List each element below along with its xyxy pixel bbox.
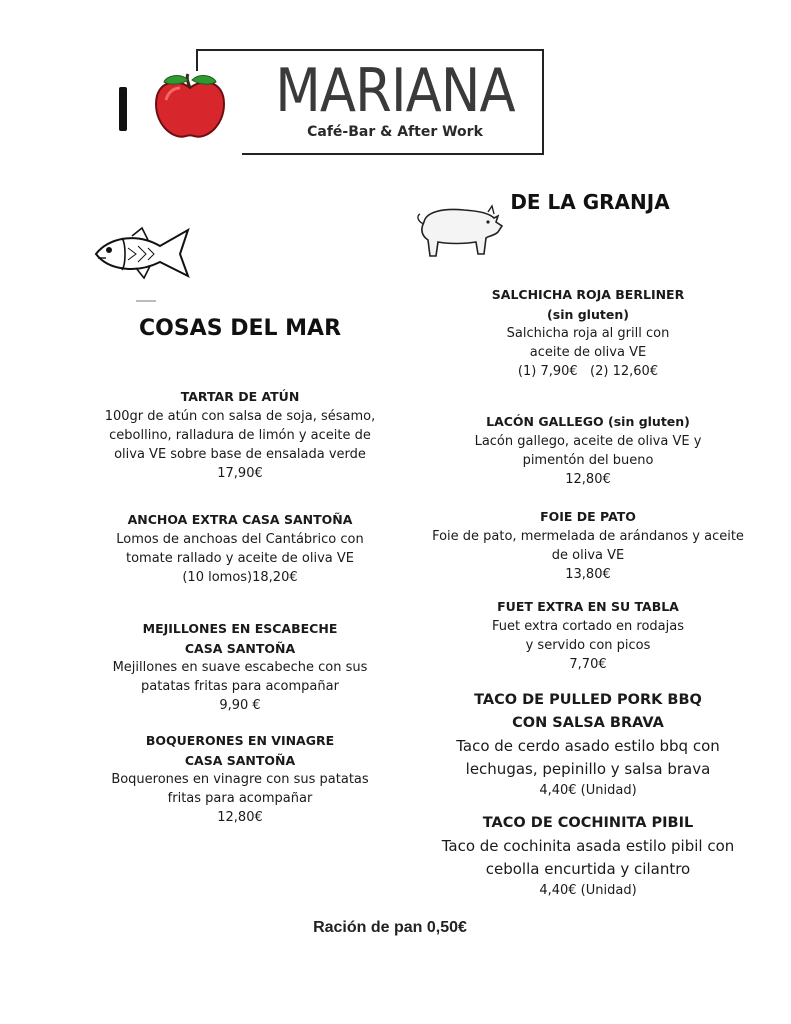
menu-item <box>418 285 758 381</box>
menu-item <box>80 731 400 827</box>
brand-name: MARIANA <box>275 56 515 126</box>
item-price: 9,90 € <box>219 698 261 713</box>
item-name: TACO DE PULLED PORK BBQ <box>474 692 702 708</box>
section-title-mar: COSAS DEL MAR <box>138 316 342 341</box>
item-desc: patatas fritas para acompañar <box>141 679 339 694</box>
item-name: BOQUERONES EN VINAGRE <box>145 733 335 748</box>
logo-bar-mark <box>119 87 127 131</box>
brand-tagline: Café-Bar & After Work <box>307 124 483 140</box>
item-price: (1) 7,90€ (2) 12,60€ <box>517 364 659 379</box>
menu-item <box>80 510 400 587</box>
fish-icon <box>92 224 194 282</box>
item-desc: y servido con picos <box>525 638 651 653</box>
item-desc: pimentón del bueno <box>522 453 654 468</box>
item-desc: lechugas, pepinillo y salsa brava <box>465 760 711 778</box>
menu-item <box>418 597 758 674</box>
item-desc: Salchicha roja al grill con <box>506 326 670 341</box>
item-price: 7,70€ <box>569 657 607 672</box>
menu-item <box>418 412 758 489</box>
item-desc: 100gr de atún con salsa de soja, sésamo, <box>104 409 376 424</box>
item-desc: Boquerones en vinagre con sus patatas <box>111 772 369 787</box>
item-desc: cebolla encurtida y cilantro <box>485 860 691 878</box>
item-price: 13,80€ <box>565 567 611 582</box>
item-subtitle: CASA SANTOÑA <box>184 641 296 656</box>
item-name: TACO DE COCHINITA PIBIL <box>482 815 694 831</box>
item-desc: Taco de cochinita asada estilo pibil con <box>441 837 735 855</box>
item-desc: aceite de oliva VE <box>529 345 647 360</box>
item-name: ANCHOA EXTRA CASA SANTOÑA <box>127 512 353 527</box>
item-desc: Lacón gallego, aceite de oliva VE y <box>474 434 702 449</box>
item-desc: tomate rallado y aceite de oliva VE <box>126 551 354 566</box>
item-desc: Taco de cerdo asado estilo bbq con <box>456 737 720 755</box>
item-name: LACÓN GALLEGO (sin gluten) <box>486 414 690 429</box>
item-name: FOIE DE PATO <box>540 509 636 524</box>
item-desc: fritas para acompañar <box>167 791 313 806</box>
item-name: FUET EXTRA EN SU TABLA <box>497 599 679 614</box>
menu-item <box>80 619 400 715</box>
item-subtitle: (sin gluten) <box>547 307 629 322</box>
item-price: 4,40€ (Unidad) <box>539 883 637 898</box>
item-subtitle: CASA SANTOÑA <box>184 753 296 768</box>
item-price: 12,80€ <box>565 472 611 487</box>
item-price: 17,90€ <box>217 466 263 481</box>
item-name: MEJILLONES EN ESCABECHE <box>142 621 338 636</box>
item-desc: Foie de pato, mermelada de arándanos y aceite <box>432 529 744 544</box>
item-price: (10 lomos)18,20€ <box>182 570 298 585</box>
bread-price-note: Ración de pan 0,50€ <box>313 919 467 936</box>
item-price: 12,80€ <box>217 810 263 825</box>
item-desc: cebollino, ralladura de limón y aceite de <box>109 428 371 443</box>
item-desc: oliva VE sobre base de ensalada verde <box>114 447 366 462</box>
item-desc: de oliva VE <box>551 548 625 563</box>
item-desc: Lomos de anchoas del Cantábrico con <box>116 532 364 547</box>
item-name: TARTAR DE ATÚN <box>180 389 300 404</box>
section-title-granja: DE LA GRANJA <box>510 190 670 214</box>
item-price: 4,40€ (Unidad) <box>539 783 637 798</box>
divider-dash <box>136 300 156 302</box>
menu-item <box>418 507 758 584</box>
item-subtitle: CON SALSA BRAVA <box>512 715 664 731</box>
item-desc: Fuet extra cortado en rodajas <box>491 619 685 634</box>
menu-item <box>418 811 758 900</box>
item-desc: Mejillones en suave escabeche con sus <box>112 660 368 675</box>
item-name: SALCHICHA ROJA BERLINER <box>491 287 685 302</box>
menu-item <box>418 688 758 800</box>
menu-item <box>80 387 400 483</box>
